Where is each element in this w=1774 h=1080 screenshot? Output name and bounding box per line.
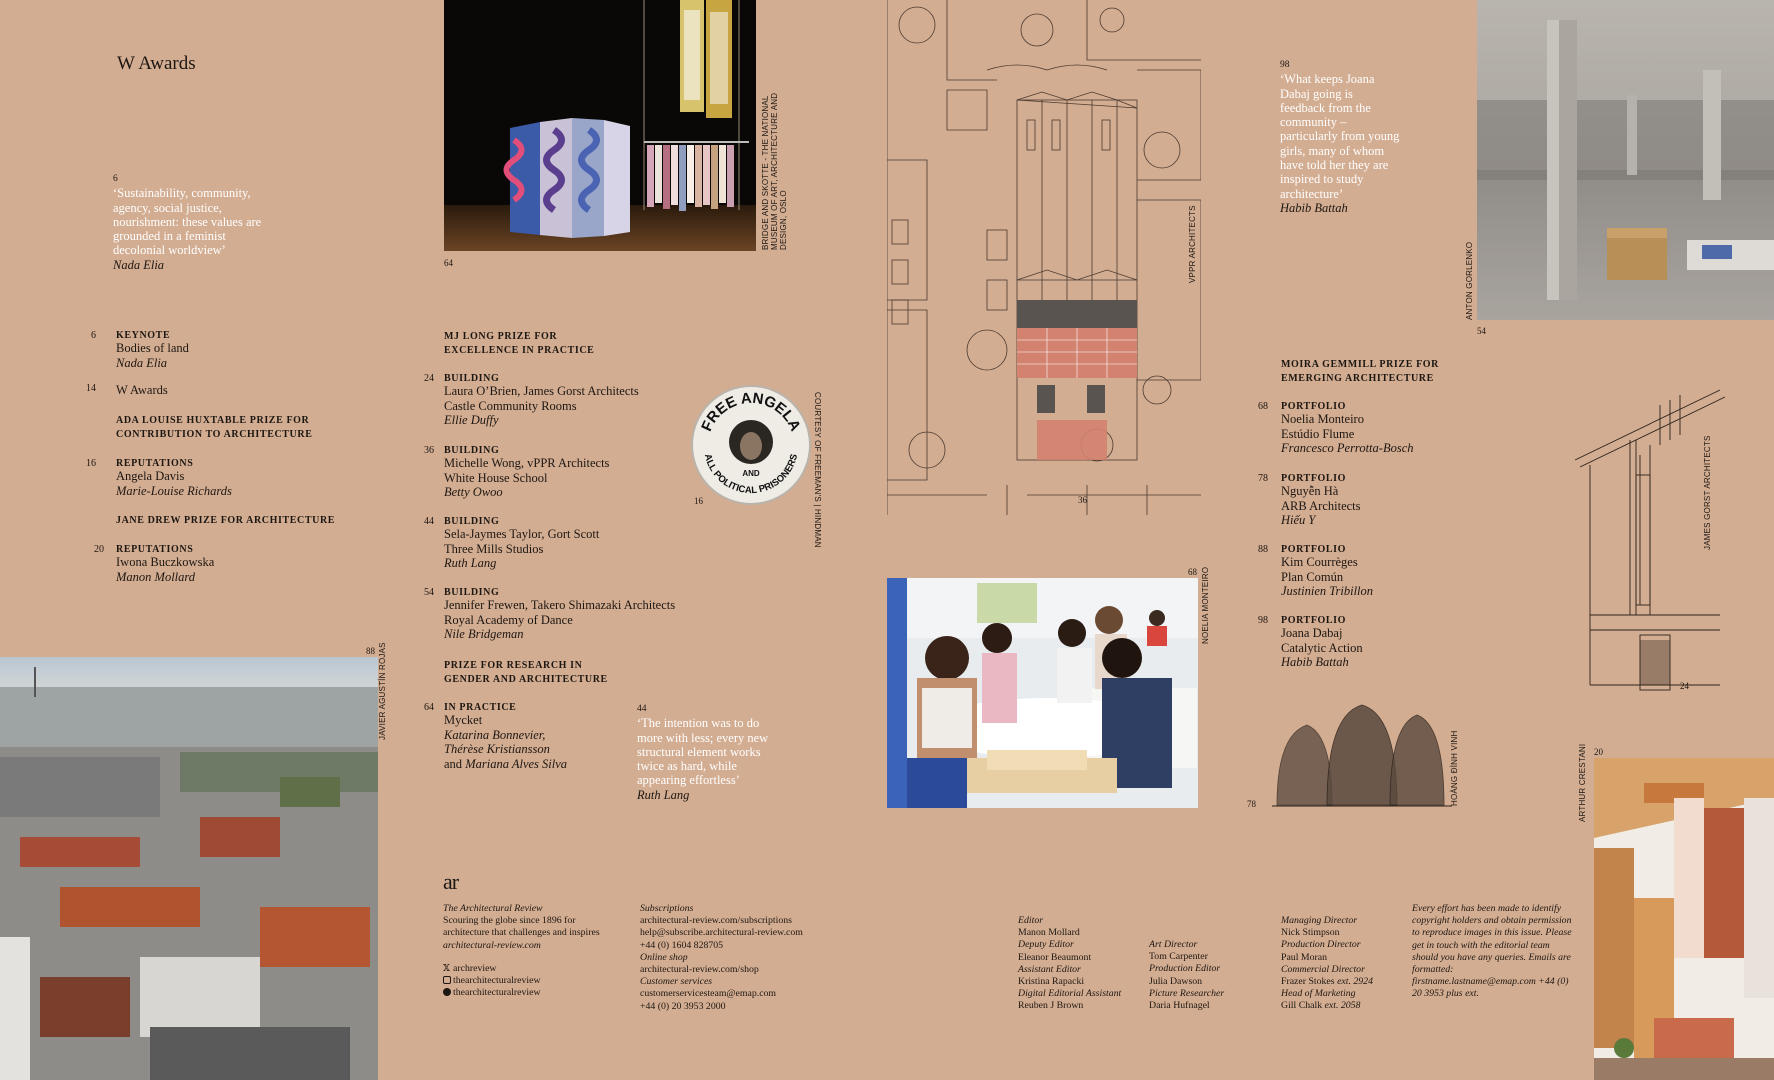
staff-name: Daria Hufnagel [1149, 1000, 1210, 1012]
role-label: Art Director [1149, 939, 1198, 950]
toc-entry-w-awards[interactable] [86, 383, 376, 398]
social-instagram[interactable] [443, 975, 613, 987]
toc-page-number: 64 [424, 702, 434, 713]
page-title: W Awards [117, 53, 196, 74]
toc-page-number: 54 [424, 587, 434, 598]
social-x-handle: archreview [452, 962, 497, 974]
toc-author: Nile Bridgeman [444, 627, 524, 641]
social-ig-handle: thearchitecturalreview [453, 975, 541, 987]
prize-heading-moira: MOIRA GEMMILL PRIZE FOR EMERGING ARCHITECTURE [1281, 359, 1439, 384]
staff-name: Gill Chalk [1281, 1000, 1323, 1012]
toc-line: Laura O’Brien, James Gorst Architects [444, 384, 639, 398]
x-icon: 𝕏 [443, 962, 450, 973]
quote-page-number: 98 [1280, 60, 1290, 70]
toc-page-number: 6 [91, 330, 96, 341]
photo-page-number: 20 [1594, 747, 1603, 757]
staff-extension: ext. 2924 [1337, 976, 1373, 988]
photo-concrete-interior [1477, 0, 1774, 320]
toc-entry-angela-davis[interactable] [86, 458, 376, 498]
prize-heading-jane-drew: JANE DREW PRIZE FOR ARCHITECTURE [116, 515, 336, 526]
quote-page-number: 6 [113, 174, 118, 184]
toc-line: Nguyễn Hà [1281, 484, 1339, 498]
role-label: Production Director [1281, 939, 1361, 951]
quote-author: Nada Elia [113, 257, 165, 272]
toc-title: Mycket [444, 713, 483, 727]
toc-line: Kim Courrèges [1281, 555, 1358, 569]
staff-name: Julia Dawson [1149, 975, 1203, 987]
role-label: Commercial Director [1281, 963, 1365, 975]
social-x[interactable] [443, 962, 613, 975]
photo-credit: NOELIA MONTEIRO [1201, 566, 1210, 644]
site-plan-drawing [887, 0, 1201, 515]
staff-name: Manon Mollard [1018, 927, 1080, 939]
toc-line: Noelia Monteiro [1281, 412, 1364, 426]
toc-author: Katarina Bonnevier, [444, 727, 546, 742]
toc-category: IN PRACTICE [444, 702, 517, 713]
staff-name: Nick Stimpson [1281, 927, 1340, 939]
toc-author: Hiếu Y [1281, 513, 1316, 527]
toc-page-number: 44 [424, 516, 434, 527]
photo-aerial-city [0, 657, 378, 1080]
toc-entry-white-house[interactable] [424, 445, 704, 500]
staff-name: Reuben J Brown [1018, 1000, 1084, 1012]
staff-name: Paul Moran [1281, 951, 1327, 963]
toc-line: Estúdio Flume [1281, 426, 1355, 441]
toc-line: Michelle Wong, vPPR Architects [444, 456, 610, 470]
social-fb-handle: thearchitecturalreview [453, 987, 541, 999]
badge-page-number: 16 [694, 496, 703, 506]
museum-photo-illustration [444, 0, 756, 251]
toc-category: PORTFOLIO [1281, 544, 1347, 555]
toc-page-number: 14 [86, 383, 96, 394]
role-label: Managing Director [1281, 915, 1358, 926]
toc-category: PORTFOLIO [1281, 473, 1347, 484]
toc-author: Justinien Tribillon [1281, 584, 1374, 598]
publication-title: The Architectural Review [443, 903, 543, 914]
toc-category: PORTFOLIO [1281, 615, 1347, 626]
role-label: Assistant Editor [1018, 963, 1081, 975]
masthead-art [1149, 939, 1269, 1012]
publication-description: Scouring the globe since 1896 for architecture that challenges and inspires [443, 915, 600, 939]
publication-url[interactable]: architectural-review.com [443, 939, 541, 951]
cs-label: Customer services [640, 976, 713, 988]
role-label: Digital Editorial Assistant [1018, 988, 1122, 1000]
photo-community-workshop [887, 578, 1198, 808]
toc-author: Marie-Louise Richards [116, 483, 232, 498]
toc-page-number: 20 [94, 544, 104, 555]
toc-title: Bodies of land [116, 341, 189, 355]
staff-name: Kristina Rapacki [1018, 976, 1085, 988]
toc-page-number: 68 [1258, 401, 1268, 412]
badge-illustration [690, 384, 812, 506]
quote-text: ‘Sustainability, community, agency, social justice, nourishment: these values are grounded in a feminist decolonial worldview’ [113, 186, 262, 258]
photo-page-number: 54 [1477, 326, 1486, 336]
quote-text: ‘The intention was to do more with less; every new structural element works twice as hard, while appearing effortless’ [637, 716, 769, 788]
toc-page-number: 98 [1258, 615, 1268, 626]
social-facebook[interactable] [443, 987, 613, 999]
shop-label: Online shop [640, 951, 688, 963]
toc-entry-castle[interactable] [424, 373, 704, 428]
subscriptions-label: Subscriptions [640, 903, 694, 914]
photo-credit: ANTON GORLENKO [1465, 241, 1474, 320]
concrete-photo-illustration [1477, 0, 1774, 320]
toc-author: Manon Mollard [116, 569, 196, 584]
badge-credit: COURTESY OF FREEMAN'S | HINDMAN [813, 392, 822, 548]
staff-extension: ext. 2058 [1324, 1000, 1361, 1012]
toc-author: Ellie Duffy [444, 413, 499, 427]
drawing-page-number: 24 [1680, 681, 1689, 691]
drawing-white-house-school [887, 0, 1201, 515]
quote-text: ‘What keeps Joana Dabaj going is feedback from the community – particularly from young girls, many of whom have told her they are inspired to study architecture’ [1280, 72, 1400, 201]
toc-author: Betty Owoo [444, 485, 503, 499]
cs-phone: +44 (0) 20 3953 2000 [640, 1000, 726, 1012]
masthead-publication [443, 903, 613, 999]
kiln-drawing [1272, 695, 1452, 810]
ar-logo: ar [443, 869, 459, 894]
drawing-page-number: 78 [1247, 799, 1256, 809]
toc-category: REPUTATIONS [116, 544, 194, 555]
toc-line: Three Mills Studios [444, 541, 544, 556]
subscriptions-url[interactable]: architectural-review.com/subscriptions [640, 915, 792, 927]
drawing-brick-kilns [1272, 695, 1452, 810]
photo-page-number: 68 [1188, 567, 1197, 577]
toc-category: REPUTATIONS [116, 458, 194, 469]
toc-title: Iwona Buczkowska [116, 555, 215, 569]
toc-line: Catalytic Action [1281, 640, 1363, 655]
toc-page-number: 36 [424, 445, 434, 456]
toc-entry-keynote[interactable] [91, 330, 376, 370]
badge-top-text: FREE ANGELA [698, 389, 804, 434]
masthead-management [1281, 915, 1406, 1013]
toc-author: Habib Battah [1281, 655, 1349, 669]
staff-name: Eleanor Beaumont [1018, 951, 1092, 963]
toc-entry-nguyen[interactable] [1258, 473, 1541, 528]
prize-heading-mj-long: MJ LONG PRIZE FOR EXCELLENCE IN PRACTICE [444, 331, 595, 356]
toc-page-number: 24 [424, 373, 434, 384]
toc-conjunction: and [444, 756, 466, 771]
workshop-photo-illustration [887, 578, 1198, 808]
toc-line: Sela-Jaymes Taylor, Gort Scott [444, 527, 600, 541]
quote-author: Ruth Lang [637, 787, 690, 802]
photo-credit: ARTHUR CRESTANI [1578, 743, 1587, 822]
toc-entry-iwona[interactable] [94, 544, 376, 584]
photo-page-number: 88 [366, 646, 375, 656]
pull-quote-2 [637, 702, 777, 802]
role-label: Picture Researcher [1149, 987, 1225, 999]
toc-line: Joana Dabaj [1281, 626, 1343, 640]
toc-line: Jennifer Frewen, Takero Shimazaki Architects [444, 598, 676, 612]
toc-author: Thérèse Kristiansson [444, 742, 550, 756]
toc-author: Mariana Alves Silva [465, 756, 568, 771]
cs-email[interactable]: customerservicesteam@emap.com [640, 988, 777, 1000]
role-label: Head of Marketing [1281, 988, 1356, 1000]
toc-category: BUILDING [444, 587, 500, 598]
badge-mid-text: AND [742, 469, 760, 478]
toc-category: KEYNOTE [116, 330, 171, 341]
toc-category: BUILDING [444, 445, 500, 456]
toc-line: White House School [444, 470, 548, 485]
toc-entry-kim[interactable] [1258, 544, 1541, 599]
toc-line: Castle Community Rooms [444, 398, 577, 413]
staff-name: Frazer Stokes [1281, 976, 1335, 988]
quote-page-number: 44 [637, 704, 647, 714]
toc-entry-noelia[interactable] [1258, 401, 1541, 456]
photo-credit: JAVIER AGUSTÍN ROJAS [378, 642, 387, 740]
shop-url[interactable]: architectural-review.com/shop [640, 964, 759, 976]
badge-bottom-text: ALL POLITICAL PRISONERS [701, 452, 801, 497]
drawing-page-number: 36 [1078, 495, 1087, 505]
toc-line: ARB Architects [1281, 498, 1361, 513]
role-label: Production Editor [1149, 963, 1221, 975]
subscriptions-phone: +44 (0) 1604 828705 [640, 939, 724, 951]
toc-page-number: 88 [1258, 544, 1268, 555]
photo-credit: BRIDGE AND SKOTTE - THE NATIONAL MUSEUM OF ART, ARCHITECTURE AND DESIGN, OSLO [761, 92, 788, 250]
photo-museum-installation [444, 0, 756, 251]
subscriptions-email[interactable]: help@subscribe.architectural-review.com [640, 927, 803, 939]
drawing-credit: VPPR ARCHITECTS [1188, 205, 1197, 283]
free-angela-badge [690, 384, 812, 506]
copyright-notice: Every effort has been made to identify copyright holders and obtain permission to reproduce images in this issue. Please get in touch with the editorial team should you have any queries. Emails are formatted: firstname.lastname@emap.com +44 (0) 20 3953 plus ext. [1412, 903, 1572, 1000]
toc-title: Angela Davis [116, 469, 185, 483]
toc-category: BUILDING [444, 373, 500, 384]
role-label: Editor [1018, 915, 1044, 926]
quote-author: Habib Battah [1280, 200, 1348, 215]
role-label: Deputy Editor [1018, 939, 1074, 951]
toc-author: Ruth Lang [444, 556, 497, 570]
toc-entry-three-mills[interactable] [424, 516, 704, 571]
pull-quote-1 [113, 172, 273, 272]
photo-wooden-interior [1594, 758, 1774, 1080]
staff-name: Tom Carpenter [1149, 951, 1208, 963]
aerial-photo-illustration [0, 657, 378, 1080]
toc-line: Royal Academy of Dance [444, 612, 573, 627]
toc-line: Plan Común [1281, 569, 1344, 584]
prize-heading-research: PRIZE FOR RESEARCH IN GENDER AND ARCHITECTURE [444, 660, 608, 685]
drawing-credit: JAMES GORST ARCHITECTS [1703, 435, 1712, 550]
toc-category: BUILDING [444, 516, 500, 527]
instagram-icon [443, 976, 451, 984]
interior-photo-illustration [1594, 758, 1774, 1080]
toc-author: Francesco Perrotta-Bosch [1281, 441, 1414, 455]
pull-quote-3 [1280, 58, 1400, 215]
photo-page-number: 64 [444, 258, 453, 268]
toc-page-number: 16 [86, 458, 96, 469]
toc-category: PORTFOLIO [1281, 401, 1347, 412]
masthead-editorial [1018, 915, 1143, 1013]
drawing-credit: HOÀNG ĐÌNH VINH [1450, 730, 1459, 806]
toc-entry-royal-academy[interactable] [424, 587, 744, 642]
masthead-contacts [640, 903, 860, 1013]
toc-title: W Awards [116, 383, 168, 397]
prize-heading-huxtable: ADA LOUISE HUXTABLE PRIZE FOR CONTRIBUTION TO ARCHITECTURE [116, 415, 313, 440]
toc-author: Nada Elia [116, 355, 168, 370]
facebook-icon [443, 988, 451, 996]
toc-entry-joana[interactable] [1258, 615, 1541, 670]
toc-page-number: 78 [1258, 473, 1268, 484]
